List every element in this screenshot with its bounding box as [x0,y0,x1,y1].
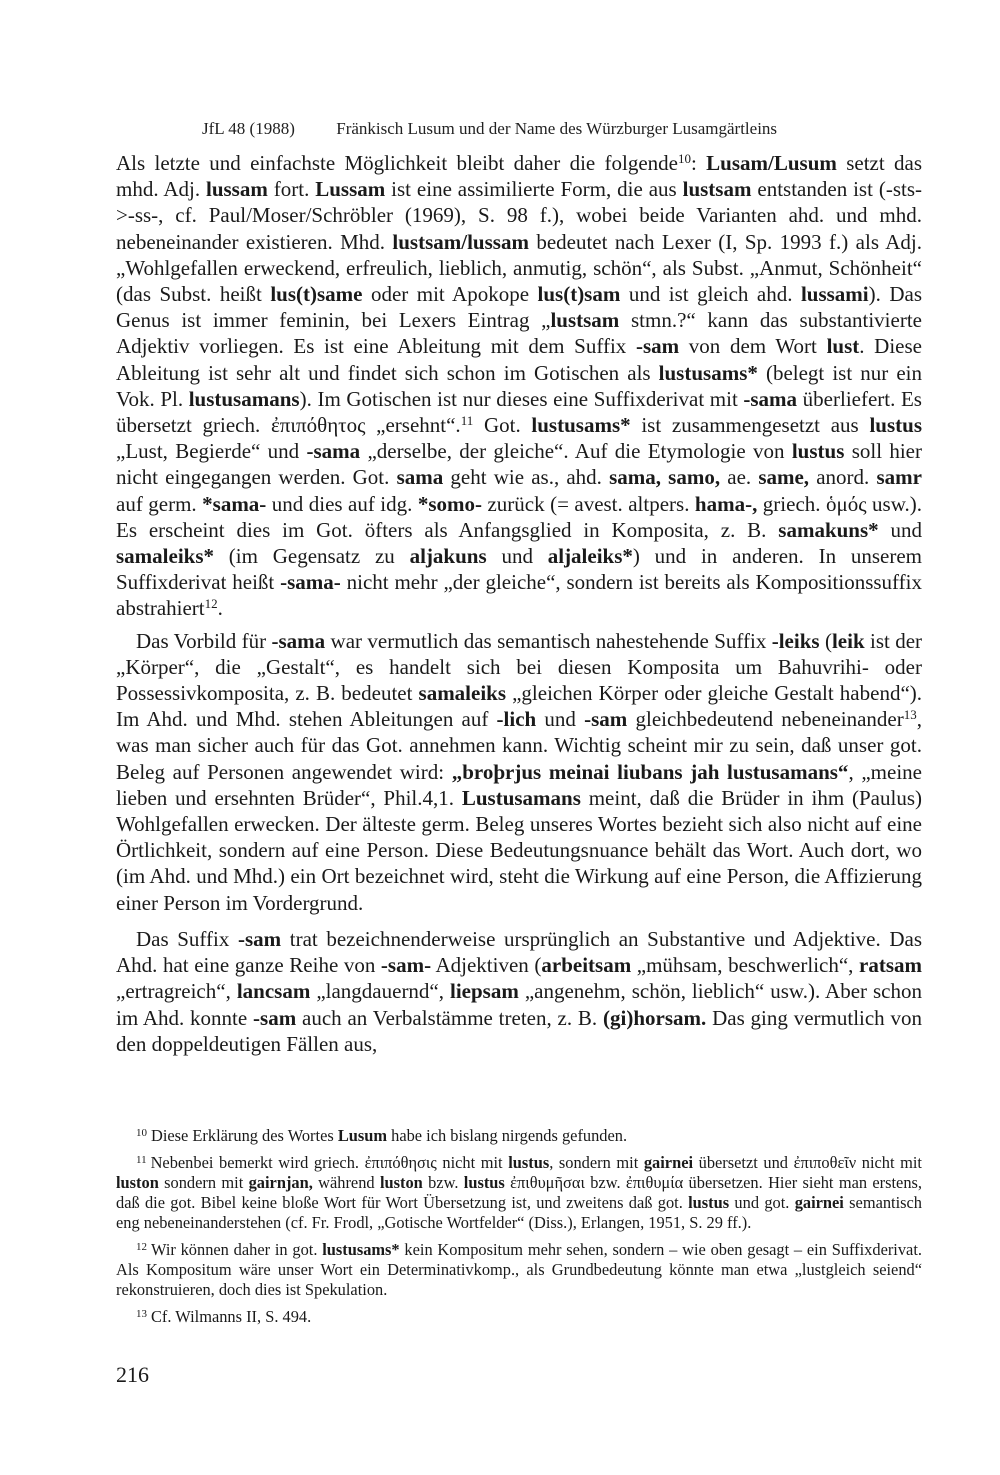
footnote-number: 10 [136,1127,147,1139]
footnote-text: Nebenbei bemerkt wird griech. ἐπιπόθησις nicht mit lustus, sondern mit gairnei übersetzt und ἐπιποθεῖν nicht mit luston sondern mit gairnjan, während luston bzw. lustus ἐπιθυμῆσαι bzw. ἐπιθυμία übersetzen. Hier sieht man erstens, daß die got. Bibel keine bloße Wort für Wort Übersetzung ist, und zweitens daß got. lustus und got. gairnei semantisch eng nebeneinanderstehen (cf. Fr. Frodl, „Gotische Wortfelder“ (Diss.), Erlangen, 1951, S. 29 ff.). [116,1152,922,1232]
paragraph: Das Suffix -sam trat bezeichnenderweise ursprünglich an Substantive und Adjektive. Das Ahd. hat eine ganze Reihe von -sam- Adjektiven (arbeitsam „mühsam, beschwerlich“, ratsam „ertragreich“, lancsam „langdauernd“, liepsam „angenehm, schön, lieblich“ usw.). Aber schon im Ahd. konnte -sam auch an Verbalstämme treten, z. B. (gi)horsam. Das ging vermutlich von den doppeldeutigen Fällen aus, [116,926,923,1056]
running-header [202,118,852,140]
paragraph: Das Vorbild für -sama war vermutlich das semantisch nahestehende Suffix -leiks (leik ist der „Körper“, die „Gestalt“, es handelt sich bei diesen Komposita um Bahuvrihi- oder Possessivkomposita, z. B. bedeutet samaleiks „gleichen Körper oder gleiche Gestalt habend“). Im Ahd. und Mhd. stehen Ableitungen auf -lich und -sam gleichbedeutend nebeneinander$^{13}$, was man sicher auch für das Got. annehmen kann. Wichtig scheint mir zu sein, daß unser got. Beleg auf Personen angewendet wird: „broþrjus meinai liubans jah lustusamans“, „meine lieben und ersehnten Brüder“, Phil.4,1. Lustusamans meint, daß die Brüder in ihm (Paulus) Wohlgefallen erwecken. Der älteste germ. Beleg unseres Wortes bezieht sich also nicht auf eine Örtlichkeit, sondern auf eine Person. Diese Bedeutungsnuance behält das Wort. Auch dort, wo (im Ahd. und Mhd.) ein Ort bezeichnet wird, steht die Wirkung auf eine Person, die Affizierung einer Person im Vordergrund. [116,628,923,915]
footnote-text: Diese Erklärung des Wortes Lusum habe ich bislang nirgends gefunden. [151,1125,628,1145]
footnotes [116,1123,922,1327]
footnote-number: 13 [136,1307,147,1320]
footnote-number: 12 [136,1240,147,1253]
main-text [116,150,922,1057]
footnote-number: 11 [136,1153,147,1166]
article-title: Fränkisch Lusum und der Name des Würzburger Lusamgärtleins [336,119,778,138]
footnote-text: Wir können daher in got. lustusams* kein Kompositum mehr sehen, sondern – wie oben gesagt – ein Suffixderivat. Als Kompositum wäre unser Wort ein Determinativkomp., als Grundbedeutung könnte man etwa „lustgleich seiend“ rekonstruieren, doch dies ist Spekulation. [116,1239,922,1299]
footnote [116,1150,922,1233]
footnote [116,1237,922,1300]
journal-reference: JfL 48 (1988) [202,119,295,138]
footnote-text: Cf. Wilmanns II, S. 494. [151,1306,312,1326]
paragraph: Als letzte und einfachste Möglichkeit bleibt daher die folgende$^{10}$: Lusam/Lusum setzt das mhd. Adj. lussam fort. Lussam ist eine assimilierte Form, die aus lustsam entstanden ist (-sts->-ss-, cf. Paul/Moser/Schröbler (1969), S. 98 f.), wobei beide Varianten ahd. und mhd. nebeneinander existieren. Mhd. lustsam/lussam bedeutet nach Lexer (I, Sp. 1993 f.) als Adj. „Wohlgefallen erweckend, erfreulich, lieblich, anmutig, schön“, als Subst. „Anmut, Schönheit“ (das Subst. heißt lus(t)same oder mit Apokope lus(t)sam und ist gleich ahd. lussami). Das Genus ist immer feminin, bei Lexers Eintrag „lustsam stmn.?“ kann das substantivierte Adjektiv vorliegen. Es ist eine Ableitung mit dem Suffix -sam von dem Wort lust. Diese Ableitung ist sehr alt und findet sich schon im Gotischen als lustusams* (belegt ist nur ein Vok. Pl. lustusamans). Im Gotischen ist nur dieses eine Suffixderivat mit -sama überliefert. Es übersetzt griech. ἐπιπόθητος „ersehnt“.$^{11}$ Got. lustusams* ist zusammengesetzt aus lustus „Lust, Begierde“ und -sama „derselbe, der gleiche“. Auf die Etymologie von lustus soll hier nicht eingegangen werden. Got. sama geht wie as., ahd. sama, samo, ae. same, anord. samr auf germ. *sama- und dies auf idg. *somo- zurück (= avest. altpers. hama-, griech. ὁμός usw.). Es erscheint dies im Got. öfters als Anfangsglied in Komposita, z. B. samakuns* und samaleiks* (im Gegensatz zu aljakuns und aljaleiks*) und in anderen. In unserem Suffixderivat heißt -sama- nicht mehr „der gleiche“, sondern ist bereits als Kompositionssuffix abstrahiert$^{12}$. [116,150,923,621]
footnote [116,1123,922,1146]
page-number: 216 [116,1362,149,1387]
footnote [116,1304,922,1327]
